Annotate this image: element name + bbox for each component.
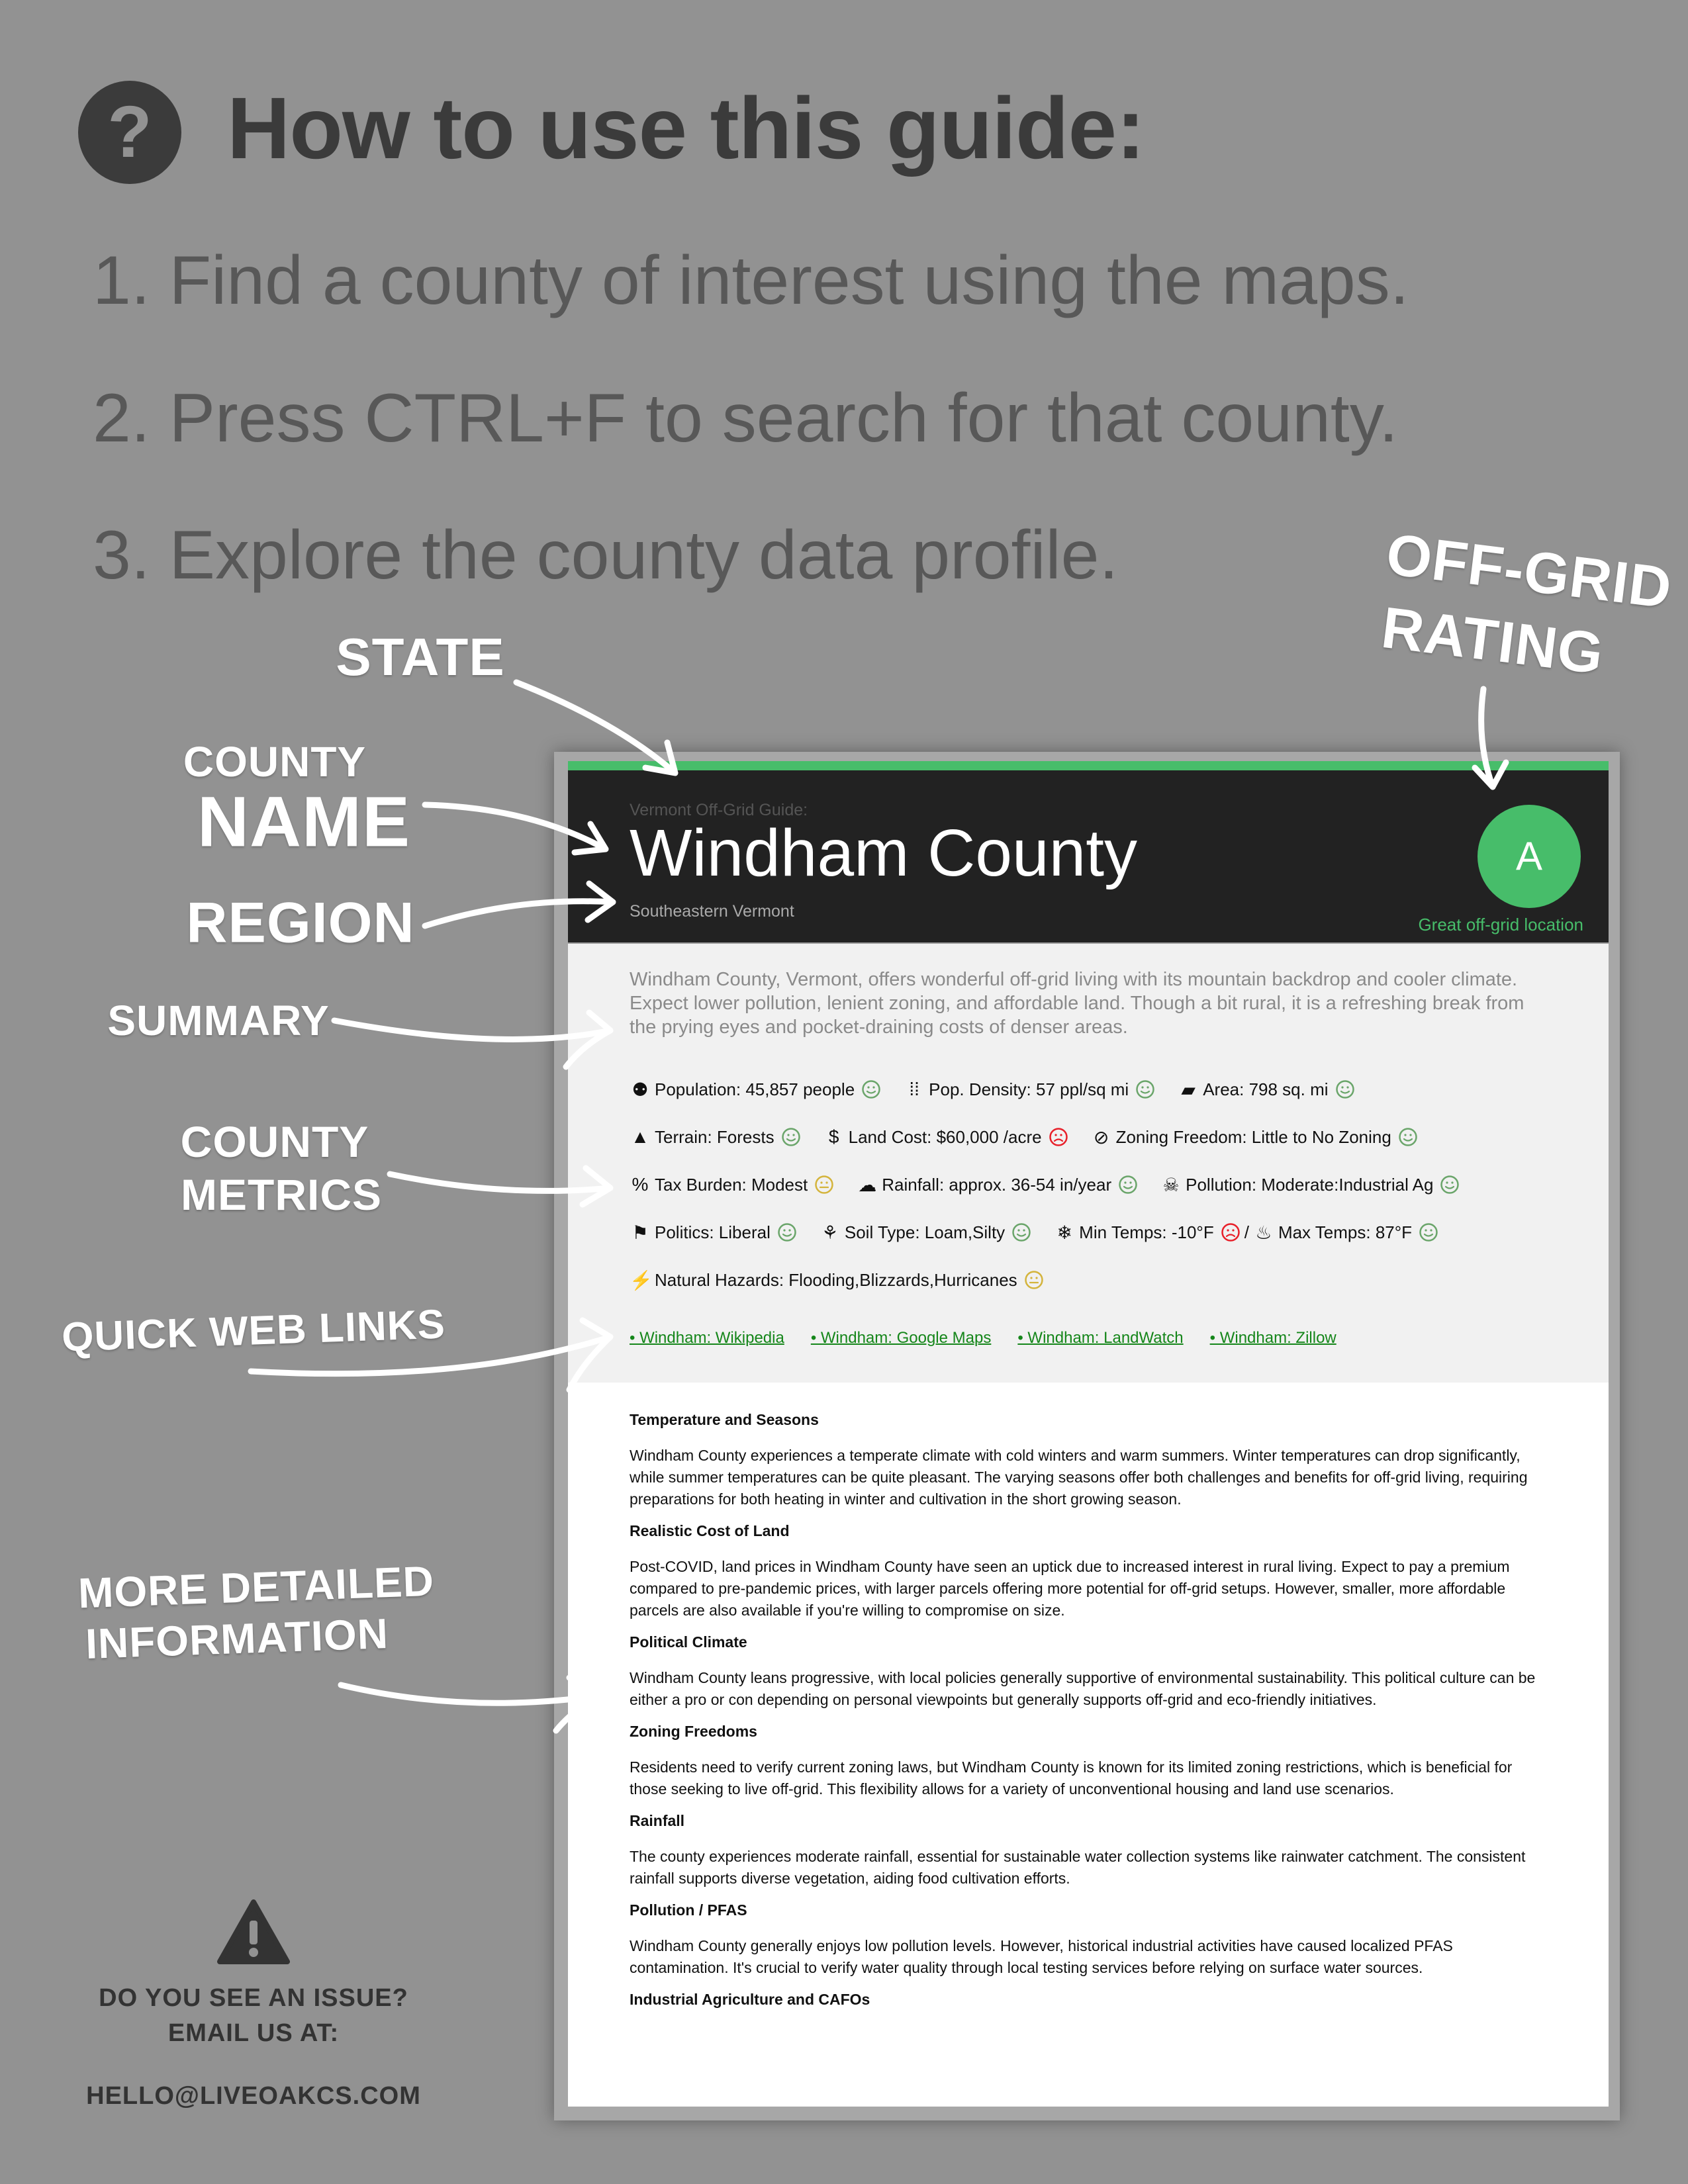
cloud-rain-icon: ☁ bbox=[858, 1174, 877, 1195]
issue-prompt: DO YOU SEE AN ISSUE? bbox=[99, 1984, 408, 2012]
good-rating-face-icon bbox=[1398, 1127, 1418, 1147]
annotation-detail-2: INFORMATION bbox=[85, 1610, 389, 1668]
dollar-icon: $ bbox=[828, 1126, 839, 1147]
metric-item bbox=[823, 1126, 1068, 1148]
metric-text: Natural Hazards: Flooding,Blizzards,Hurricanes bbox=[655, 1269, 1017, 1290]
metric-text: Tax Burden: Modest bbox=[655, 1174, 808, 1195]
metric-item bbox=[630, 1222, 797, 1244]
metric-item bbox=[630, 1126, 801, 1148]
annotation-detail-1: MORE DETAILED bbox=[77, 1557, 436, 1617]
grade-label: Great off-grid location bbox=[1418, 915, 1583, 934]
good-rating-face-icon bbox=[1011, 1222, 1031, 1242]
annotation-links: QUICK WEB LINKS bbox=[61, 1301, 446, 1361]
metric-separator: / bbox=[1244, 1222, 1249, 1242]
metric-item bbox=[1253, 1222, 1438, 1244]
percent-icon: % bbox=[632, 1174, 649, 1195]
section-text: Post-COVID, land prices in Windham County have seen an uptick due to increased interest in rural living. Expect to pay a premium compared to pre-pandemic prices, with larger parcels offering more potential for off-grid setups. However, smaller, more affordable parcels are also available if you're willing to compromise on size. bbox=[630, 1558, 1510, 1619]
metric-text: Land Cost: $60,000 /acre bbox=[848, 1126, 1042, 1147]
state-guide-label: Vermont Off-Grid Guide: bbox=[630, 801, 808, 819]
grade-badge: A bbox=[1477, 805, 1581, 908]
metric-row bbox=[630, 1208, 1547, 1256]
annotation-rating-1: OFF-GRID bbox=[1383, 520, 1676, 621]
section-text: Windham County generally enjoys low pollution levels. However, historical industrial activities have caused localized PFAS contamination. It's crucial to verify water quality through local testing services before relying on surface water sources. bbox=[630, 1937, 1453, 1976]
metric-item bbox=[1054, 1222, 1249, 1244]
question-circle-icon: ? bbox=[78, 81, 181, 184]
section-heading: Industrial Agriculture and CAFOs bbox=[630, 1991, 870, 2008]
detailed-information bbox=[568, 1383, 1609, 2011]
section-text: Residents need to verify current zoning laws, but Windham County is known for its limited zoning restrictions, which is beneficial for those seeking to live off-grid. This flexibility allows for a variety of unconventional housing and land use scenarios. bbox=[630, 1758, 1513, 1797]
snowflake-icon: ❄ bbox=[1056, 1222, 1072, 1243]
metric-text: Politics: Liberal bbox=[655, 1222, 771, 1242]
metric-text: Population: 45,857 people bbox=[655, 1079, 855, 1099]
metric-item bbox=[1160, 1174, 1460, 1196]
good-rating-face-icon bbox=[1419, 1222, 1438, 1242]
metric-text: Pollution: Moderate:Industrial Ag bbox=[1186, 1174, 1434, 1195]
quick-links bbox=[630, 1329, 1547, 1347]
metric-item bbox=[630, 1079, 881, 1101]
good-rating-face-icon bbox=[1118, 1175, 1138, 1195]
metric-text: Pop. Density: 57 ppl/sq mi bbox=[929, 1079, 1129, 1099]
section-heading: Rainfall bbox=[630, 1812, 685, 1829]
section-text: Windham County experiences a temperate climate with cold winters and warm summers. Winter temperatures can drop significantly, while summer temperatures can be quite pleasant. The varying seasons offer both challenges and benefits for off-grid living, requiring preparations for both heating in winter and cultivation in the short growing season. bbox=[630, 1447, 1528, 1508]
section-heading: Temperature and Seasons bbox=[630, 1411, 819, 1428]
density-icon: ⁞⁞ bbox=[909, 1079, 919, 1099]
metric-item bbox=[1178, 1079, 1354, 1101]
ban-icon: ⊘ bbox=[1093, 1126, 1109, 1148]
warning-icon bbox=[217, 1899, 290, 1966]
good-rating-face-icon bbox=[1335, 1079, 1355, 1099]
section-heading: Pollution / PFAS bbox=[630, 1901, 747, 1919]
annotation-region: REGION bbox=[186, 891, 415, 955]
metric-text: Min Temps: -10°F bbox=[1079, 1222, 1214, 1242]
metric-item bbox=[820, 1222, 1031, 1244]
quick-link[interactable]: • Windham: Zillow bbox=[1209, 1329, 1336, 1347]
metric-text: Max Temps: 87°F bbox=[1278, 1222, 1413, 1242]
county-name: Windham County bbox=[630, 816, 1137, 890]
users-icon: ⚉ bbox=[632, 1079, 649, 1100]
good-rating-face-icon bbox=[1135, 1079, 1155, 1099]
email-label: EMAIL US AT: bbox=[167, 2019, 340, 2047]
good-rating-face-icon bbox=[861, 1079, 881, 1099]
metric-text: Soil Type: Loam,Silty bbox=[844, 1222, 1006, 1242]
annotation-name: NAME bbox=[197, 781, 410, 862]
section-heading: Political Climate bbox=[630, 1633, 747, 1651]
step-3: 3. Explore the county data profile. bbox=[93, 517, 1119, 594]
metric-row bbox=[630, 1256, 1547, 1304]
good-rating-face-icon bbox=[1440, 1175, 1460, 1195]
section-heading: Zoning Freedoms bbox=[630, 1723, 757, 1740]
guide-title: How to use this guide: bbox=[227, 79, 1145, 177]
bolt-icon: ⚡ bbox=[630, 1269, 653, 1291]
mountain-icon: ▲ bbox=[631, 1126, 649, 1147]
metric-text: Rainfall: approx. 36-54 in/year bbox=[882, 1174, 1112, 1195]
quick-link[interactable]: • Windham: Google Maps bbox=[810, 1329, 992, 1347]
county-profile-card bbox=[568, 761, 1609, 2107]
metric-item bbox=[904, 1079, 1155, 1100]
metric-row bbox=[630, 1161, 1547, 1208]
bad-rating-face-icon bbox=[1221, 1222, 1241, 1242]
flag-icon: ⚑ bbox=[632, 1222, 649, 1243]
quick-link[interactable]: • Windham: LandWatch bbox=[1017, 1329, 1184, 1347]
metric-item bbox=[857, 1174, 1138, 1196]
accent-bar bbox=[568, 761, 1609, 770]
neutral-rating-face-icon bbox=[814, 1175, 834, 1195]
metric-text: Area: 798 sq. mi bbox=[1203, 1079, 1329, 1099]
skull-crossbones-icon: ☠ bbox=[1162, 1174, 1180, 1195]
annotation-state: STATE bbox=[336, 627, 505, 686]
section-text: Windham County leans progressive, with local policies generally supportive of environmental sustainability. This political culture can be either a pro or con depending on personal viewpoints but generally supports off-grid and eco-friendly initiatives. bbox=[630, 1669, 1536, 1708]
region-label: Southeastern Vermont bbox=[630, 902, 794, 921]
contact-email[interactable]: HELLO@LIVEOAKCS.COM bbox=[86, 2082, 421, 2110]
annotation-metrics-2: METRICS bbox=[181, 1170, 382, 1219]
ruler-icon: ▰ bbox=[1181, 1079, 1196, 1100]
metric-row bbox=[630, 1066, 1547, 1113]
metric-row bbox=[630, 1113, 1547, 1161]
section-heading: Realistic Cost of Land bbox=[630, 1522, 790, 1539]
seedling-icon: ⚘ bbox=[821, 1222, 839, 1243]
annotation-summary: SUMMARY bbox=[107, 997, 330, 1044]
summary-text: Windham County, Vermont, offers wonderful off-grid living with its mountain backdrop and cooler climate. Expect lower pollution, lenient zoning, and affordable land. Though a bit rural, it is a refreshing break from the prying eyes and pocket-draining costs of denser areas. bbox=[630, 969, 1524, 1038]
quick-link[interactable]: • Windham: Wikipedia bbox=[630, 1329, 784, 1347]
metric-item bbox=[1091, 1126, 1418, 1148]
annotation-rating-2: RATING bbox=[1378, 594, 1608, 687]
section-text: The county experiences moderate rainfall, essential for sustainable water collection systems like rainwater catchment. The consistent rainfall supports diverse vegetation, aiding food cultivation efforts. bbox=[630, 1848, 1526, 1887]
metric-text: Zoning Freedom: Little to No Zoning bbox=[1115, 1126, 1391, 1147]
annotation-county: COUNTY bbox=[183, 738, 367, 786]
metric-item bbox=[630, 1174, 834, 1195]
good-rating-face-icon bbox=[777, 1222, 797, 1242]
good-rating-face-icon bbox=[781, 1127, 801, 1147]
step-1: 1. Find a county of interest using the maps. bbox=[93, 242, 1409, 319]
summary-section bbox=[568, 942, 1609, 1383]
metric-item bbox=[630, 1269, 1044, 1291]
county-metrics bbox=[630, 1066, 1547, 1304]
annotation-metrics-1: COUNTY bbox=[180, 1117, 369, 1166]
profile-header bbox=[568, 770, 1609, 942]
bad-rating-face-icon bbox=[1049, 1127, 1068, 1147]
fire-icon: ♨ bbox=[1255, 1222, 1272, 1243]
neutral-rating-face-icon bbox=[1024, 1270, 1044, 1290]
step-2: 2. Press CTRL+F to search for that county. bbox=[93, 380, 1398, 457]
metric-text: Terrain: Forests bbox=[655, 1126, 774, 1147]
